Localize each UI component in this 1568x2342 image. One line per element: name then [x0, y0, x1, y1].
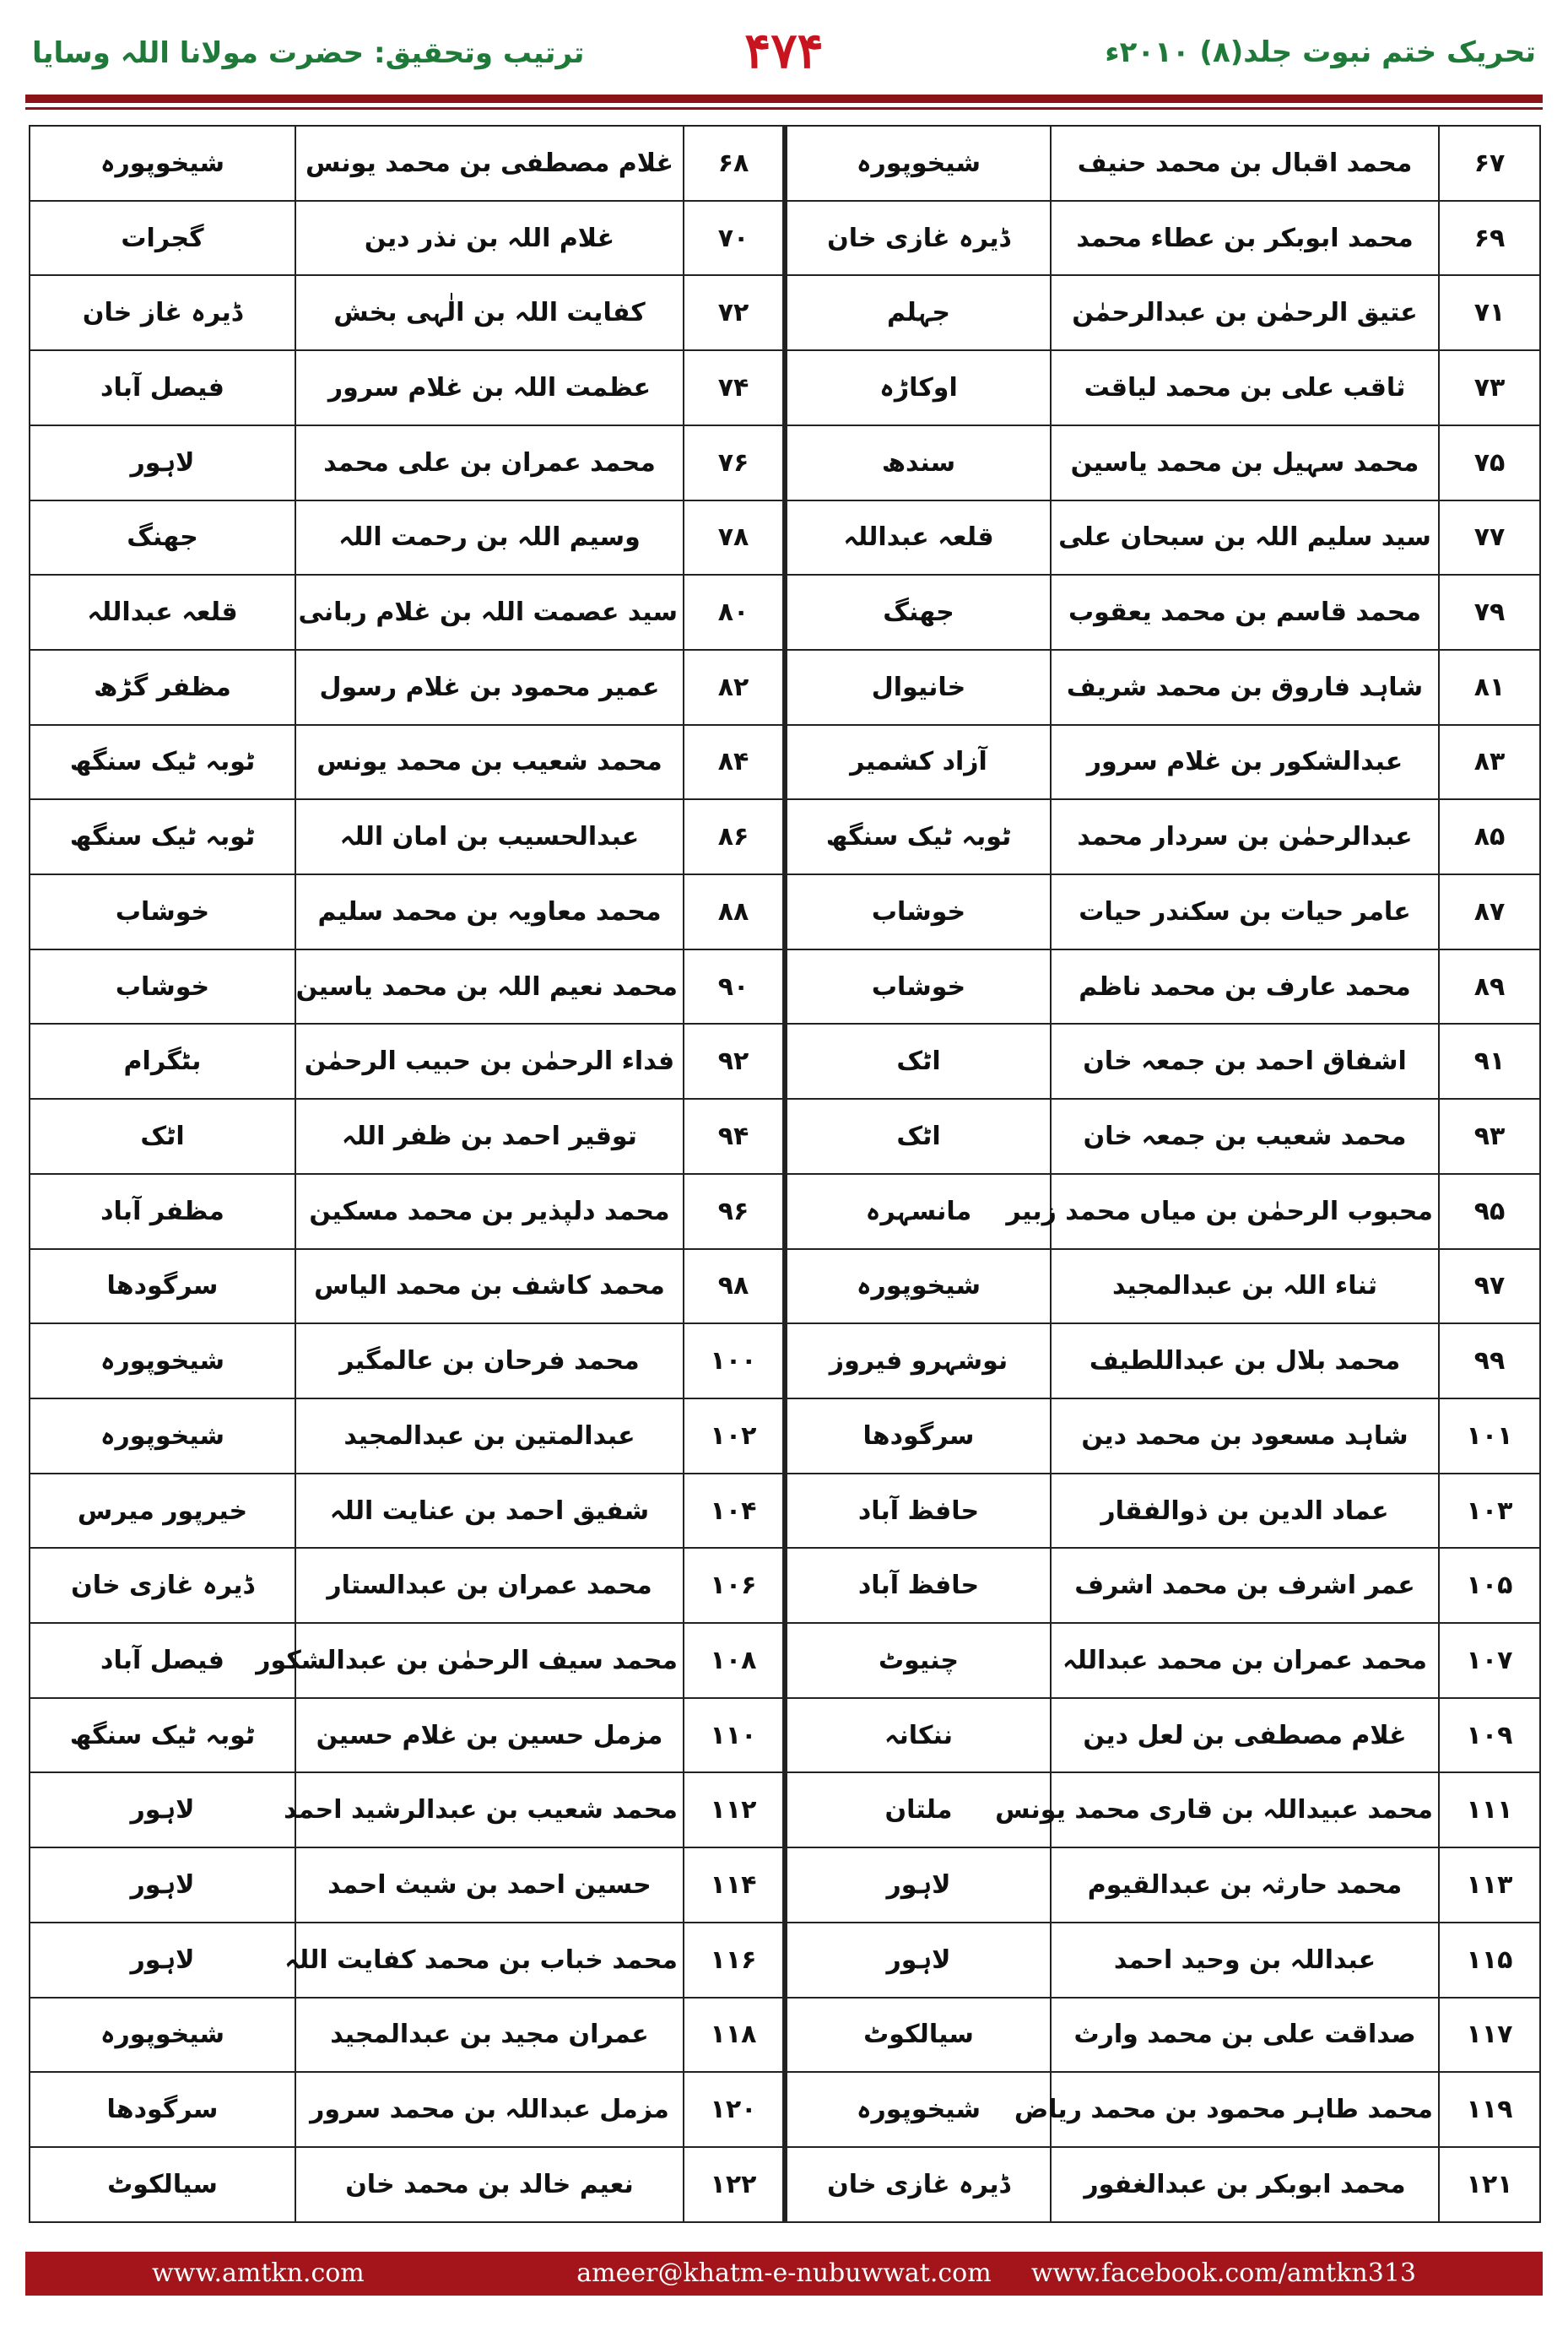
- entry-number: ۶۸: [684, 126, 785, 201]
- student-city: شیخوپورہ: [30, 1398, 295, 1474]
- page-header: [25, 19, 1543, 86]
- table-row: [30, 2147, 1540, 2222]
- entry-number: ۸۴: [684, 725, 785, 800]
- website-link[interactable]: www.amtkn.com: [152, 2258, 365, 2288]
- entry-number: ۹۷: [1439, 1249, 1540, 1324]
- student-city: مظفر آباد: [30, 1174, 295, 1249]
- facebook-link[interactable]: www.facebook.com/amtkn313: [1030, 2258, 1416, 2288]
- table-row: [30, 1923, 1540, 1998]
- entry-number: ۶۹: [1439, 201, 1540, 276]
- entry-number: ۱۱۶: [684, 1923, 785, 1998]
- student-name: محمد شعیب بن محمد یونس: [295, 725, 684, 800]
- book-title: تحریک ختم نبوت جلد(۸) ۲۰۱۰ء: [1105, 35, 1536, 69]
- table-row: [30, 1249, 1540, 1324]
- entry-number: ۸۵: [1439, 799, 1540, 874]
- entry-number: ۱۰۵: [1439, 1548, 1540, 1623]
- student-city: مظفر گڑھ: [30, 650, 295, 725]
- header-rule-thin: [25, 107, 1543, 110]
- student-city: خانیوال: [785, 650, 1051, 725]
- table-row: [30, 1174, 1540, 1249]
- entry-number: ۱۰۲: [684, 1398, 785, 1474]
- student-name: ثاقب علی بن محمد لیاقت: [1051, 350, 1439, 425]
- student-city: آزاد کشمیر: [785, 725, 1051, 800]
- names-table-body: [30, 126, 1540, 2222]
- student-name: عامر حیات بن سکندر حیات: [1051, 874, 1439, 949]
- student-city: نوشہرو فیروز: [785, 1323, 1051, 1398]
- entry-number: ۱۱۸: [684, 1998, 785, 2073]
- student-city: سرگودھا: [30, 2072, 295, 2147]
- student-name: محبوب الرحمٰن بن میاں محمد زبیر: [1051, 1174, 1439, 1249]
- student-name: محمد سیف الرحمٰن بن عبدالشکور: [295, 1623, 684, 1698]
- table-row: [30, 725, 1540, 800]
- table-row: [30, 126, 1540, 201]
- student-name: محمد طاہر محمود بن محمد ریاض: [1051, 2072, 1439, 2147]
- student-city: سرگودھا: [30, 1249, 295, 1324]
- student-name: محمد قاسم بن محمد یعقوب: [1051, 575, 1439, 650]
- student-city: شیخوپورہ: [785, 126, 1051, 201]
- table-row: [30, 1099, 1540, 1174]
- student-name: محمد کاشف بن محمد الیاس: [295, 1249, 684, 1324]
- student-city: ٹوبہ ٹیک سنگھ: [785, 799, 1051, 874]
- student-city: جھنگ: [30, 500, 295, 576]
- student-city: لاہور: [785, 1847, 1051, 1923]
- header-rule-thick: [25, 95, 1543, 103]
- student-city: خوشاب: [785, 949, 1051, 1025]
- entry-number: ۹۸: [684, 1249, 785, 1324]
- page-number: ۴۷۴: [744, 22, 824, 79]
- entry-number: ۸۱: [1439, 650, 1540, 725]
- entry-number: ۷۴: [684, 350, 785, 425]
- entry-number: ۸۸: [684, 874, 785, 949]
- student-name: محمد عبیداللہ بن قاری محمد یونس: [1051, 1772, 1439, 1847]
- entry-number: ۹۵: [1439, 1174, 1540, 1249]
- entry-number: ۷۹: [1439, 575, 1540, 650]
- student-city: شیخوپورہ: [785, 2072, 1051, 2147]
- student-name: عبدالشکور بن غلام سرور: [1051, 725, 1439, 800]
- entry-number: ۱۲۰: [684, 2072, 785, 2147]
- entry-number: ۱۰۱: [1439, 1398, 1540, 1474]
- entry-number: ۱۰۶: [684, 1548, 785, 1623]
- student-name: عمیر محمود بن غلام رسول: [295, 650, 684, 725]
- table-row: [30, 1323, 1540, 1398]
- student-city: ٹوبہ ٹیک سنگھ: [30, 725, 295, 800]
- table-row: [30, 1772, 1540, 1847]
- student-city: خوشاب: [785, 874, 1051, 949]
- page-footer: [25, 2252, 1543, 2296]
- student-name: عبدالحسیب بن امان اللہ: [295, 799, 684, 874]
- student-city: ملتان: [785, 1772, 1051, 1847]
- entry-number: ۱۱۴: [684, 1847, 785, 1923]
- student-city: قلعہ عبداللہ: [785, 500, 1051, 576]
- entry-number: ۱۰۴: [684, 1474, 785, 1549]
- student-city: حافظ آباد: [785, 1548, 1051, 1623]
- student-city: گجرات: [30, 201, 295, 276]
- compiler-credit: ترتیب وتحقیق: حضرت مولانا اللہ وسایا: [32, 36, 585, 70]
- student-name: نعیم خالد بن محمد خان: [295, 2147, 684, 2222]
- table-row: [30, 949, 1540, 1025]
- entry-number: ۱۱۷: [1439, 1998, 1540, 2073]
- student-name: غلام اللہ بن نذر دین: [295, 201, 684, 276]
- student-name: حسین احمد بن شیث احمد: [295, 1847, 684, 1923]
- student-name: عظمت اللہ بن غلام سرور: [295, 350, 684, 425]
- student-name: عتیق الرحمٰن بن عبدالرحمٰن: [1051, 275, 1439, 350]
- student-name: صداقت علی بن محمد وارث: [1051, 1998, 1439, 2073]
- student-city: اٹک: [785, 1024, 1051, 1099]
- student-name: غلام مصطفی بن لعل دین: [1051, 1698, 1439, 1773]
- table-row: [30, 201, 1540, 276]
- student-name: محمد دلپذیر بن محمد مسکین: [295, 1174, 684, 1249]
- student-name: محمد اقبال بن محمد حنیف: [1051, 126, 1439, 201]
- entry-number: ۱۱۲: [684, 1772, 785, 1847]
- entry-number: ۷۳: [1439, 350, 1540, 425]
- entry-number: ۶۷: [1439, 126, 1540, 201]
- entry-number: ۹۰: [684, 949, 785, 1025]
- entry-number: ۸۷: [1439, 874, 1540, 949]
- entry-number: ۷۱: [1439, 275, 1540, 350]
- entry-number: ۱۱۱: [1439, 1772, 1540, 1847]
- entry-number: ۹۲: [684, 1024, 785, 1099]
- student-name: محمد فرحان بن عالمگیر: [295, 1323, 684, 1398]
- entry-number: ۱۱۵: [1439, 1923, 1540, 1998]
- student-city: سرگودھا: [785, 1398, 1051, 1474]
- student-name: محمد سہیل بن محمد یاسین: [1051, 425, 1439, 500]
- entry-number: ۱۱۹: [1439, 2072, 1540, 2147]
- student-name: محمد شعیب بن عبدالرشید احمد: [295, 1772, 684, 1847]
- student-city: سندھ: [785, 425, 1051, 500]
- student-city: خیرپور میرس: [30, 1474, 295, 1549]
- table-row: [30, 2072, 1540, 2147]
- student-city: حافظ آباد: [785, 1474, 1051, 1549]
- entry-number: ۱۰۸: [684, 1623, 785, 1698]
- entry-number: ۹۶: [684, 1174, 785, 1249]
- entry-number: ۷۵: [1439, 425, 1540, 500]
- student-name: شفیق احمد بن عنایت اللہ: [295, 1474, 684, 1549]
- student-name: شاہد فاروق بن محمد شریف: [1051, 650, 1439, 725]
- entry-number: ۷۶: [684, 425, 785, 500]
- student-city: چنیوٹ: [785, 1623, 1051, 1698]
- student-name: وسیم اللہ بن رحمت اللہ: [295, 500, 684, 576]
- student-city: قلعہ عبداللہ: [30, 575, 295, 650]
- entry-number: ۹۱: [1439, 1024, 1540, 1099]
- entry-number: ۸۹: [1439, 949, 1540, 1025]
- student-city: سیالکوٹ: [30, 2147, 295, 2222]
- table-row: [30, 1698, 1540, 1773]
- student-city: فیصل آباد: [30, 350, 295, 425]
- student-city: ٹوبہ ٹیک سنگھ: [30, 1698, 295, 1773]
- table-row: [30, 275, 1540, 350]
- entry-number: ۹۴: [684, 1099, 785, 1174]
- table-row: [30, 1623, 1540, 1698]
- student-city: ننکانہ: [785, 1698, 1051, 1773]
- student-name: سید عصمت اللہ بن غلام ربانی: [295, 575, 684, 650]
- student-name: محمد شعیب بن جمعہ خان: [1051, 1099, 1439, 1174]
- entry-number: ۸۰: [684, 575, 785, 650]
- student-name: عمر اشرف بن محمد اشرف: [1051, 1548, 1439, 1623]
- student-name: عبدالمتین بن عبدالمجید: [295, 1398, 684, 1474]
- student-city: شیخوپورہ: [785, 1249, 1051, 1324]
- student-city: شیخوپورہ: [30, 126, 295, 201]
- student-city: بٹگرام: [30, 1024, 295, 1099]
- entry-number: ۸۲: [684, 650, 785, 725]
- student-name: محمد بلال بن عبداللطیف: [1051, 1323, 1439, 1398]
- entry-number: ۱۰۰: [684, 1323, 785, 1398]
- entry-number: ۱۱۰: [684, 1698, 785, 1773]
- entry-number: ۱۰۳: [1439, 1474, 1540, 1549]
- student-name: فداء الرحمٰن بن حبیب الرحمٰن: [295, 1024, 684, 1099]
- names-table: [29, 125, 1541, 2223]
- table-row: [30, 1398, 1540, 1474]
- student-city: جھنگ: [785, 575, 1051, 650]
- student-name: محمد معاویہ بن محمد سلیم: [295, 874, 684, 949]
- student-name: عماد الدین بن ذوالفقار: [1051, 1474, 1439, 1549]
- student-name: عبدالرحمٰن بن سردار محمد: [1051, 799, 1439, 874]
- table-row: [30, 350, 1540, 425]
- student-city: اٹک: [30, 1099, 295, 1174]
- student-name: محمد ابوبکر بن عبدالغفور: [1051, 2147, 1439, 2222]
- entry-number: ۷۷: [1439, 500, 1540, 576]
- entry-number: ۱۲۱: [1439, 2147, 1540, 2222]
- table-row: [30, 874, 1540, 949]
- student-city: ڈیرہ غازی خان: [785, 201, 1051, 276]
- student-name: محمد عمران بن محمد عبداللہ: [1051, 1623, 1439, 1698]
- student-name: عبداللہ بن وحید احمد: [1051, 1923, 1439, 1998]
- student-name: مزمل عبداللہ بن محمد سرور: [295, 2072, 684, 2147]
- student-city: سیالکوٹ: [785, 1998, 1051, 2073]
- entry-number: ۷۰: [684, 201, 785, 276]
- student-name: توقیر احمد بن ظفر اللہ: [295, 1099, 684, 1174]
- student-name: سید سلیم اللہ بن سبحان علی: [1051, 500, 1439, 576]
- student-city: جہلم: [785, 275, 1051, 350]
- table-row: [30, 575, 1540, 650]
- entry-number: ۱۲۲: [684, 2147, 785, 2222]
- student-city: اٹک: [785, 1099, 1051, 1174]
- table-row: [30, 650, 1540, 725]
- table-row: [30, 799, 1540, 874]
- student-city: لاہور: [30, 1772, 295, 1847]
- entry-number: ۷۲: [684, 275, 785, 350]
- student-city: ٹوبہ ٹیک سنگھ: [30, 799, 295, 874]
- student-city: لاہور: [30, 1847, 295, 1923]
- student-city: خوشاب: [30, 949, 295, 1025]
- student-name: ثناء اللہ بن عبدالمجید: [1051, 1249, 1439, 1324]
- student-name: محمد خباب بن محمد کفایت اللہ: [295, 1923, 684, 1998]
- student-city: شیخوپورہ: [30, 1998, 295, 2073]
- student-name: محمد ابوبکر بن عطاء محمد: [1051, 201, 1439, 276]
- table-row: [30, 425, 1540, 500]
- entry-number: ۸۶: [684, 799, 785, 874]
- email-link[interactable]: ameer@khatm-e-nubuwwat.com: [576, 2258, 992, 2288]
- student-name: شاہد مسعود بن محمد دین: [1051, 1398, 1439, 1474]
- student-name: عمران مجید بن عبدالمجید: [295, 1998, 684, 2073]
- student-name: محمد حارثہ بن عبدالقیوم: [1051, 1847, 1439, 1923]
- entry-number: ۱۰۷: [1439, 1623, 1540, 1698]
- student-city: خوشاب: [30, 874, 295, 949]
- student-name: مزمل حسین بن غلام حسین: [295, 1698, 684, 1773]
- student-city: مانسہرہ: [785, 1174, 1051, 1249]
- student-city: لاہور: [30, 1923, 295, 1998]
- entry-number: ۸۳: [1439, 725, 1540, 800]
- student-city: ڈیرہ غازی خان: [30, 1548, 295, 1623]
- table-row: [30, 1548, 1540, 1623]
- table-row: [30, 500, 1540, 576]
- table-row: [30, 1024, 1540, 1099]
- student-city: ڈیرہ غاز خان: [30, 275, 295, 350]
- entry-number: ۱۰۹: [1439, 1698, 1540, 1773]
- entry-number: ۷۸: [684, 500, 785, 576]
- student-name: اشفاق احمد بن جمعہ خان: [1051, 1024, 1439, 1099]
- student-city: شیخوپورہ: [30, 1323, 295, 1398]
- student-name: محمد نعیم اللہ بن محمد یاسین: [295, 949, 684, 1025]
- entry-number: ۹۹: [1439, 1323, 1540, 1398]
- student-name: محمد عمران بن عبدالستار: [295, 1548, 684, 1623]
- student-name: محمد عارف بن محمد ناظم: [1051, 949, 1439, 1025]
- student-city: لاہور: [785, 1923, 1051, 1998]
- student-name: محمد عمران بن علی محمد: [295, 425, 684, 500]
- entry-number: ۱۱۳: [1439, 1847, 1540, 1923]
- table-row: [30, 1998, 1540, 2073]
- student-city: ڈیرہ غازی خان: [785, 2147, 1051, 2222]
- student-city: فیصل آباد: [30, 1623, 295, 1698]
- student-city: اوکاڑہ: [785, 350, 1051, 425]
- table-row: [30, 1474, 1540, 1549]
- table-row: [30, 1847, 1540, 1923]
- student-name: کفایت اللہ بن الٰہی بخش: [295, 275, 684, 350]
- student-city: لاہور: [30, 425, 295, 500]
- entry-number: ۹۳: [1439, 1099, 1540, 1174]
- student-name: غلام مصطفی بن محمد یونس: [295, 126, 684, 201]
